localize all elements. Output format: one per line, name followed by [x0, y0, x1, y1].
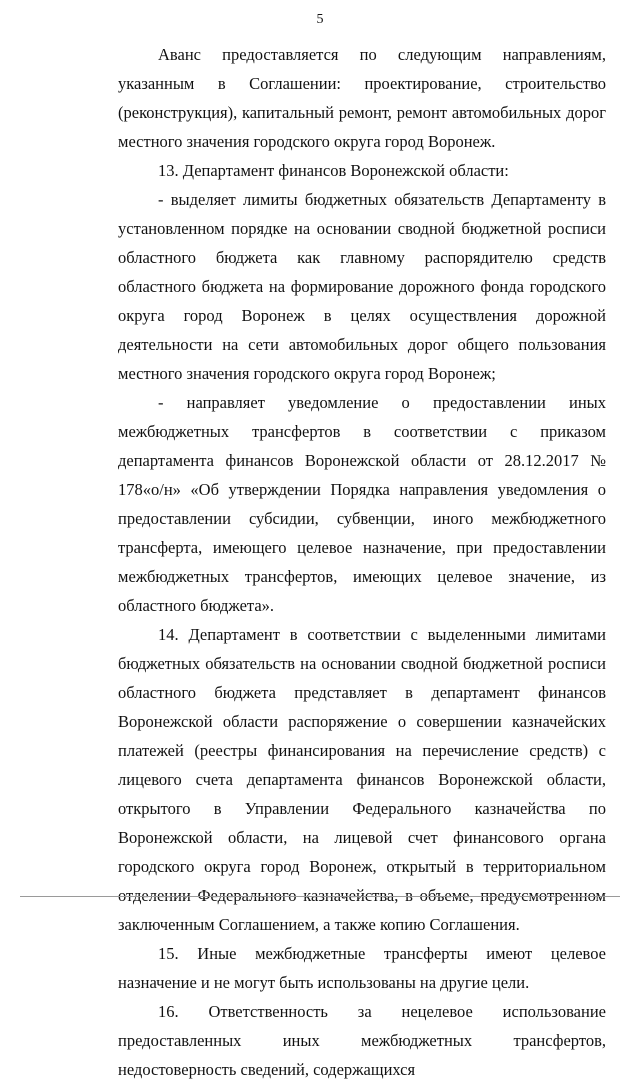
paragraph-13-limits: - выделяет лимиты бюджетных обязательств Департаменту в установленном порядке на основании сводной бюджетной росписи областного бюджета как главному распорядителю средств областного бюджета на формирование дорожного фонда городского округа город Воронеж в целях осуществления дорожной деятельности на сети автомобильных дорог общего пользования местного значения городского округа город Воронеж; — [118, 190, 606, 383]
paragraph-14: 14. Департамент в соответствии с выделенными лимитами бюджетных обязательств на основании сводной бюджетной росписи областного бюджета представляет в департамент финансов Воронежской области распоряжение о совершении казначейских платежей (реестры финансирования на перечисление средств) с лицевого счета департамента финансов Воронежской области, открытого в Управлении Федерального казначейства по Воронежской области, на лицевой счет финансового органа городского округа город Воронеж, открытый в территориальном отделении Федерального казначейства, в объеме, предусмотренном заключенным Соглашением, а также копию Соглашения. — [118, 625, 606, 934]
paragraph-13-notice: - направляет уведомление о предоставлении иных межбюджетных трансфертов в соответствии с приказом департамента финансов Воронежской области от 28.12.2017 № 178«о/н» «Об утверждении Порядка направления уведомления о предоставлении субсидии, субвенции, иного межбюджетного трансферта, имеющего целевое назначение, при предоставлении межбюджетных трансфертов, имеющих целевое значение, из областного бюджета». — [118, 393, 606, 615]
paragraph-advance: Аванс предоставляется по следующим направлениям, указанным в Соглашении: проектирование, строительство (реконструкция), капитальный ремонт, ремонт автомобильных дорог местного значения городского округа город Воронеж. — [118, 45, 606, 151]
paragraph-13-heading: 13. Департамент финансов Воронежской области: — [158, 161, 509, 180]
page-bottom-rule — [20, 896, 620, 897]
paragraph-16: 16. Ответственность за нецелевое использование предоставленных иных межбюджетных трансфертов, недостоверность сведений, содержащихся — [118, 1002, 606, 1079]
document-body — [118, 40, 606, 1084]
paragraph-15: 15. Иные межбюджетные трансферты имеют целевое назначение и не могут быть использованы на другие цели. — [118, 944, 606, 992]
page-number: 5 — [316, 12, 324, 27]
